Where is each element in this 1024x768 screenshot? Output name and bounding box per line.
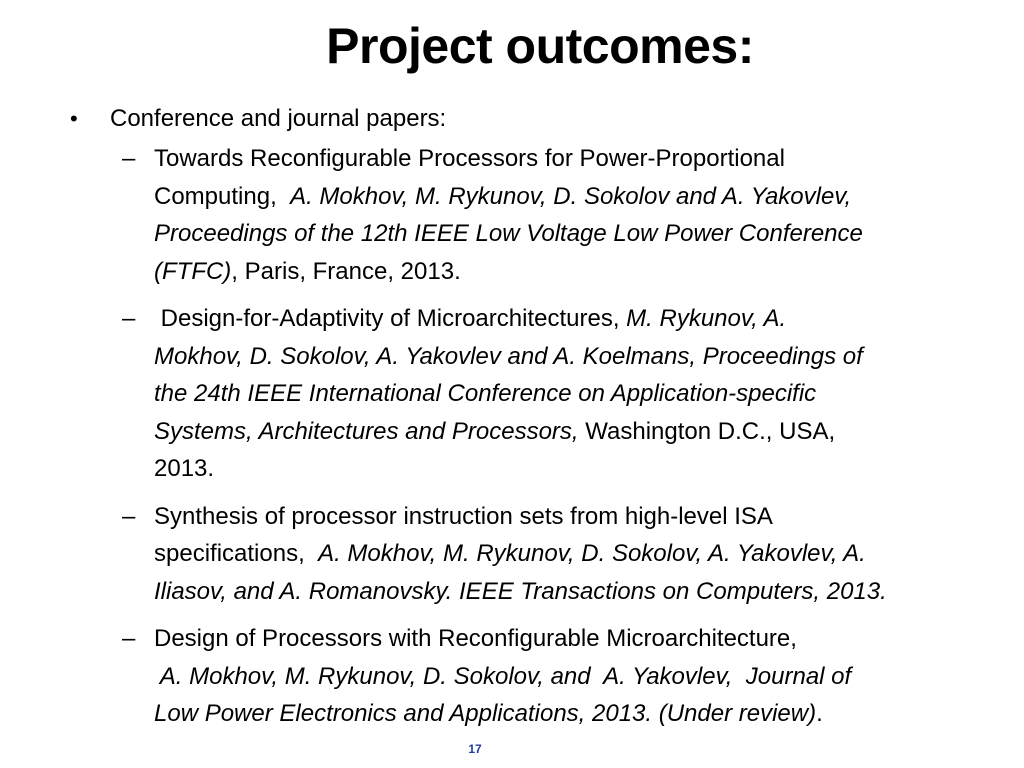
citation-text-italic: Mokhov, D. Sokolov, A. Yakovlev and A. Koelmans, Proceedings of xyxy=(154,342,863,370)
citation-line xyxy=(154,450,863,488)
citation-line xyxy=(154,498,887,536)
citation-text-italic: A. Mokhov, M. Rykunov, D. Sokolov, A. Yakovlev, A. xyxy=(318,540,866,567)
citation-text-italic: (FTFC) xyxy=(154,257,232,285)
citation-text-italic: A. Mokhov, M. Rykunov, D. Sokolov, and A. Yakovlev, Journal of xyxy=(154,662,852,690)
citation-text: . xyxy=(816,700,823,727)
slide-title: Project outcomes: xyxy=(326,18,754,74)
citation-text: Design-for-Adaptivity of Microarchitectures, xyxy=(154,305,627,332)
citation-line xyxy=(154,535,887,573)
paper-item xyxy=(0,300,1024,488)
citation-text: , Paris, France, 2013. xyxy=(231,257,461,285)
citation-text: Synthesis of processor instruction sets from high-level ISA xyxy=(154,502,773,530)
citation-text: specifications, xyxy=(154,540,319,567)
bullet-item xyxy=(0,100,1024,140)
bullet-dot-icon: • xyxy=(70,106,78,131)
paper-item xyxy=(0,140,1024,290)
citation-text-italic: Systems, Architectures and Processors, xyxy=(154,417,586,445)
citation-text-italic: M. Rykunov, A. xyxy=(626,305,787,332)
citation-line xyxy=(154,140,863,178)
dash-bullet-icon: – xyxy=(122,145,136,172)
citation-line xyxy=(154,253,863,291)
citation-line xyxy=(154,300,863,338)
citation-text: 2013. xyxy=(154,455,215,482)
citation-line xyxy=(154,695,851,733)
bullet-text: Conference and journal papers: xyxy=(110,105,447,132)
page-number: 17 xyxy=(468,742,482,756)
citation-line xyxy=(154,413,863,451)
citation-line xyxy=(154,338,863,376)
citation-text: Towards Reconfigurable Processors for Power-Proportional xyxy=(154,145,785,172)
dash-bullet-icon: – xyxy=(122,625,136,652)
citation-line xyxy=(154,375,863,413)
citation-text-italic: the 24th IEEE International Conference on Application-specific xyxy=(154,380,817,407)
citation-text: Design of Processors with Reconfigurable Microarchitecture, xyxy=(154,625,797,652)
paper-list xyxy=(0,140,1024,733)
paper-citation xyxy=(154,300,863,488)
paper-item xyxy=(0,498,1024,611)
citation-text-italic: Proceedings of the 12th IEEE Low Voltage Low Power Conference xyxy=(154,220,863,247)
citation-text-italic: A. Mokhov, M. Rykunov, D. Sokolov and A. Yakovlev, xyxy=(290,182,852,210)
citation-text-italic: Low Power Electronics and Applications, 2013. (Under review) xyxy=(154,700,817,727)
paper-citation xyxy=(154,498,887,611)
citation-text-italic: Iliasov, and A. Romanovsky. IEEE Transactions on Computers, 2013. xyxy=(154,577,887,605)
paper-citation xyxy=(154,140,863,290)
citation-line xyxy=(154,178,863,216)
citation-text: Washington D.C., USA, xyxy=(585,417,836,445)
citation-line xyxy=(154,215,863,253)
citation-line xyxy=(154,620,851,658)
dash-bullet-icon: – xyxy=(122,305,136,332)
slide-content xyxy=(0,100,1024,743)
citation-line xyxy=(154,573,887,611)
dash-bullet-icon: – xyxy=(122,502,136,530)
citation-line xyxy=(154,658,851,696)
paper-item xyxy=(0,620,1024,733)
citation-text: Computing, xyxy=(154,182,291,210)
paper-citation xyxy=(154,620,851,733)
